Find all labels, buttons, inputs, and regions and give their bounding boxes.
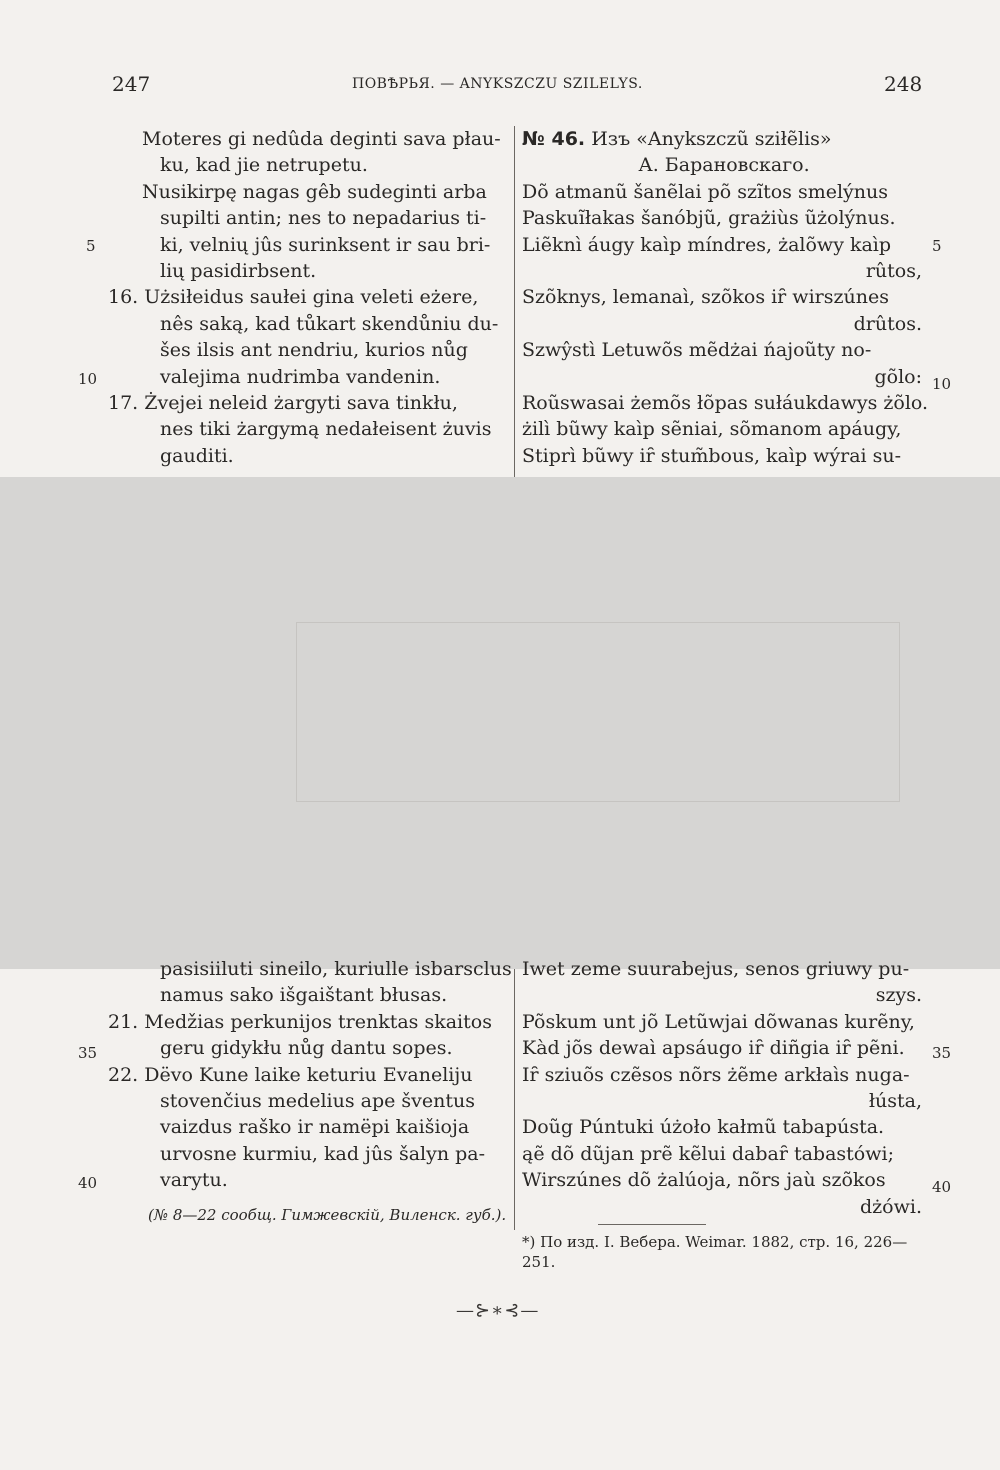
text-line: 16. Użsiłeidus saułei gina veleti eżere, <box>108 286 479 309</box>
column-divider-top <box>514 126 515 478</box>
bleed-through-box <box>296 622 900 802</box>
text-line: geru gidykłu nůg dantu sopes. <box>160 1037 453 1060</box>
verse-line: żilì bũwy kaìp sẽniai, sõmanom apáugy, <box>522 418 902 441</box>
verse-line: Paskuĩłakas šanóbjũ, grażiùs ũżolýnus. <box>522 207 896 230</box>
line-number-left-5: 5 <box>86 237 96 255</box>
poem-author: А. Барановскаго. <box>638 154 810 177</box>
verse-line: ąẽ dõ dũjan prẽ kẽlui dabaȓ tabastówi; <box>522 1142 894 1165</box>
line-number-right-10: 10 <box>932 375 952 393</box>
verse-line: rûtos, <box>865 259 922 282</box>
text-line: pasisiiluti sineilo, kuriulle isbarsclus <box>160 958 512 980</box>
poem-number: № 46. <box>522 128 586 150</box>
verse-line: Stiprì bũwy iȓ stum̃bous, kaìp wýrai su- <box>522 444 902 467</box>
verse-line: gõlo: <box>874 365 922 388</box>
verse-line: Szõknys, lemanaì, szõkos iȓ wirszúnes <box>522 286 889 309</box>
poem-title: Изъ «Anykszczũ sziłẽlis» <box>591 128 832 150</box>
poem-heading <box>522 126 926 152</box>
text-line: ku, kad jie netrupetu. <box>160 154 368 177</box>
verse-line: Wirszúnes dõ żalúoja, nõrs jaù szõkos <box>522 1169 886 1192</box>
verse-line: Põskum unt jõ Letũwjai dõwanas kurẽny, <box>522 1010 915 1033</box>
verse-line: Liẽknì áugy kaìp míndres, żalõwy kaìp <box>522 233 892 256</box>
text-line: gauditi. <box>160 444 234 467</box>
line-number-right-5: 5 <box>932 237 942 255</box>
text-line: varytu. <box>160 1169 228 1192</box>
right-column-lower <box>522 956 926 1220</box>
verse-line: łústa, <box>868 1089 922 1112</box>
page-number-left: 247 <box>112 72 151 96</box>
line-number-left-40: 40 <box>78 1174 98 1192</box>
verse-line: Szwŷstì Letuwõs mẽdżai ńajoũty no- <box>522 339 872 362</box>
column-divider-bottom <box>514 962 515 1230</box>
text-line: vaizdus raško ir namëpi kaišioja <box>160 1116 470 1139</box>
text-line: lių pasidirbsent. <box>160 259 317 282</box>
verse-line: drûtos. <box>853 312 922 335</box>
text-line: supilti antin; nes to nepadarius ti- <box>160 207 487 230</box>
verse-line: Iȓ sziuõs czẽsos nõrs żẽme arkłaìs nuga- <box>522 1063 910 1086</box>
text-line: šes ilsis ant nendriu, kurios nůg <box>160 339 468 362</box>
text-line: 21. Medžias perkunijos trenktas skaitos <box>108 1010 492 1033</box>
source-signature: (№ 8—22 сообщ. Гимжевскій, Виленск. губ.). <box>148 1205 507 1224</box>
ornament-divider: —⊱∗⊰— <box>456 1300 540 1321</box>
footnote-rule <box>598 1224 706 1225</box>
right-column-upper <box>522 126 929 469</box>
verse-line: Roũswasai żemõs łõpas sułáukdawys żõlo. <box>522 391 929 414</box>
text-line: 22. Dëvo Kune laike keturiu Evaneliju <box>108 1063 473 1086</box>
running-header <box>0 72 1000 102</box>
line-number-left-35: 35 <box>78 1044 98 1062</box>
verse-line: Dõ atmanũ šanẽlai põ szĩtos smelýnus <box>522 180 889 203</box>
text-line: Nusikirpę nagas gêb sudeginti arba <box>142 180 487 203</box>
left-column-upper <box>108 126 510 469</box>
text-line: 17. Żvejei neleid żargyti sava tinkłu, <box>108 391 458 414</box>
text-line: urvosne kurmiu, kad jûs šalyn pa- <box>160 1142 486 1165</box>
line-number-right-35: 35 <box>932 1044 952 1062</box>
text-line: namus sako išgaištant błusas. <box>160 984 448 1007</box>
text-line: valejima nudrimba vandenin. <box>160 365 441 388</box>
text-line: ki, velnių jûs surinksent ir sau bri- <box>160 233 491 256</box>
verse-line: szys. <box>875 984 922 1007</box>
text-line: nês saką, kad tůkart skendůniu du- <box>160 312 499 335</box>
running-title: ПОВѢРЬЯ. — ANYKSZCZU SZILELYS. <box>352 76 643 92</box>
verse-line: dżówi. <box>860 1195 922 1218</box>
line-number-right-40: 40 <box>932 1178 952 1196</box>
text-line: Moteres gi nedûda deginti sava płau- <box>142 128 501 150</box>
text-line: stovenčius medelius ape šventus <box>160 1089 475 1112</box>
left-column-lower <box>108 956 510 1228</box>
text-line: nes tiki żargymą nedałeisent żuvis <box>160 418 492 441</box>
verse-line: Doũg Púntuki úżoło kałmũ tabapústa. <box>522 1116 885 1139</box>
line-number-left-10: 10 <box>78 370 98 388</box>
verse-line: Iwet zeme suurabejus, senos griuwy pu- <box>522 958 910 980</box>
verse-line: Kàd jõs dewaì apsáugo iȓ diñgia iȓ pẽni. <box>522 1037 905 1060</box>
footnote: *) По изд. I. Вебера. Weimar. 1882, стр. 16, 226—251. <box>522 1233 908 1271</box>
page-number-right: 248 <box>884 72 923 96</box>
